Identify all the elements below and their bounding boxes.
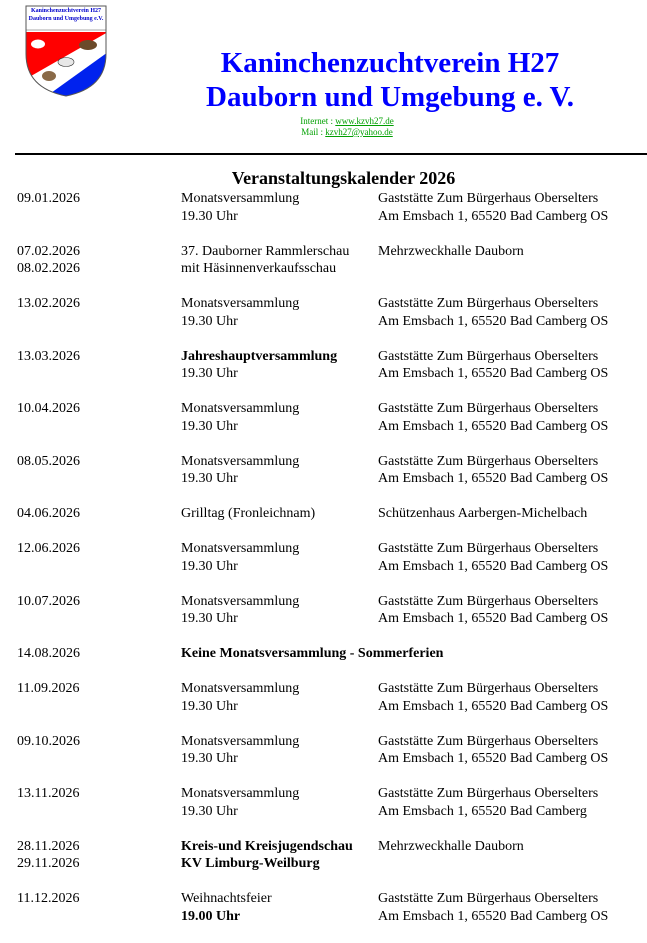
event-row xyxy=(17,593,647,628)
event-title xyxy=(181,400,378,435)
event-location-line: Schützenhaus Aarbergen-Michelbach xyxy=(378,506,588,521)
event-location-line: Gaststätte Zum Bürgerhaus Oberselters xyxy=(378,891,599,906)
mail-label: Mail : xyxy=(301,127,326,137)
event-location-line: Mehrzweckhalle Dauborn xyxy=(378,243,524,259)
event-location xyxy=(378,890,647,925)
event-title xyxy=(181,540,378,575)
event-date-line: 13.03.2026 xyxy=(17,348,80,364)
event-title xyxy=(181,453,378,488)
event-date-line: 10.04.2026 xyxy=(17,401,80,416)
event-date-line: 09.01.2026 xyxy=(17,191,80,206)
event-row xyxy=(17,680,647,715)
event-location-line: Am Emsbach 1, 65520 Bad Camberg OS xyxy=(378,751,609,766)
event-title xyxy=(181,733,378,768)
event-title-line: KV Limburg-Weilburg xyxy=(181,856,320,871)
events-list xyxy=(17,190,647,943)
event-title xyxy=(181,785,378,820)
header-divider xyxy=(15,153,647,155)
event-date-line: 14.08.2026 xyxy=(17,646,80,661)
event-title-line: 19.30 Uhr xyxy=(181,208,238,224)
event-title-line: 19.30 Uhr xyxy=(181,558,238,574)
event-date xyxy=(17,733,181,768)
event-title-line: 19.30 Uhr xyxy=(181,418,238,434)
event-date-line: 11.09.2026 xyxy=(17,681,80,696)
event-title xyxy=(181,243,378,278)
hare-icon xyxy=(42,71,56,81)
event-title-line: 19.30 Uhr xyxy=(181,611,238,626)
event-date-line: 04.06.2026 xyxy=(17,506,80,521)
event-title-line: 19.30 Uhr xyxy=(181,803,238,819)
event-date xyxy=(17,890,181,925)
event-date-line: 10.07.2026 xyxy=(17,593,80,609)
event-location xyxy=(378,295,647,330)
club-logo xyxy=(24,4,108,98)
event-location-line: Am Emsbach 1, 65520 Bad Camberg OS xyxy=(378,908,609,924)
event-row xyxy=(17,453,647,488)
event-title-line: Monatsversammlung xyxy=(181,401,300,416)
event-location-line: Gaststätte Zum Bürgerhaus Oberselters xyxy=(378,593,599,609)
contact-info xyxy=(272,116,422,138)
event-location-line: Am Emsbach 1, 65520 Bad Camberg OS xyxy=(378,418,609,434)
event-location-line: Am Emsbach 1, 65520 Bad Camberg xyxy=(378,803,587,819)
event-location-line: Mehrzweckhalle Dauborn xyxy=(378,838,524,854)
event-title xyxy=(181,505,378,523)
event-title-line: Monatsversammlung xyxy=(181,786,300,801)
event-date-line: 08.05.2026 xyxy=(17,453,80,469)
event-row xyxy=(17,348,647,383)
event-date-line: 13.11.2026 xyxy=(17,786,80,801)
event-title-line: 37. Dauborner Rammlerschau xyxy=(181,243,350,259)
event-date xyxy=(17,348,181,383)
event-row xyxy=(17,400,647,435)
event-title-line: 19.30 Uhr xyxy=(181,751,238,766)
event-location-line: Gaststätte Zum Bürgerhaus Oberselters xyxy=(378,401,599,416)
event-location xyxy=(378,243,647,278)
event-date xyxy=(17,505,181,523)
event-title-line: Monatsversammlung xyxy=(181,681,300,696)
event-location-line: Gaststätte Zum Bürgerhaus Oberselters xyxy=(378,453,599,469)
event-location xyxy=(378,190,647,225)
event-title-line: 19.30 Uhr xyxy=(181,698,238,714)
event-title-line: Monatsversammlung xyxy=(181,453,300,469)
event-location-line: Gaststätte Zum Bürgerhaus Oberselters xyxy=(378,296,599,311)
internet-label: Internet : xyxy=(300,116,336,126)
event-location xyxy=(378,453,647,488)
website-link[interactable]: www.kzvh27.de xyxy=(335,116,394,126)
event-location xyxy=(378,838,647,873)
event-row xyxy=(17,243,647,278)
event-location-line: Gaststätte Zum Bürgerhaus Oberselters xyxy=(378,681,599,696)
event-row xyxy=(17,838,647,873)
event-title xyxy=(181,190,378,225)
event-date-line: 12.06.2026 xyxy=(17,541,80,556)
event-row xyxy=(17,295,647,330)
event-date-line: 08.02.2026 xyxy=(17,261,80,276)
event-location xyxy=(378,540,647,575)
event-location-line: Am Emsbach 1, 65520 Bad Camberg OS xyxy=(378,471,609,486)
event-title xyxy=(181,593,378,628)
event-title-line: Monatsversammlung xyxy=(181,191,300,206)
event-location xyxy=(378,400,647,435)
internet-line xyxy=(272,116,422,127)
event-date xyxy=(17,295,181,330)
title-line1: Kaninchenzuchtverein H27 xyxy=(220,47,560,79)
calendar-title: Veranstaltungskalender 2026 xyxy=(231,168,456,188)
event-date-line: 28.11.2026 xyxy=(17,838,80,854)
page-title xyxy=(180,46,600,114)
event-title-line: Grilltag (Fronleichnam) xyxy=(181,506,316,521)
event-title-line: Jahreshauptversammlung xyxy=(181,348,338,364)
event-date-line: 13.02.2026 xyxy=(17,296,80,311)
event-row xyxy=(17,890,647,925)
event-location-line xyxy=(378,855,647,873)
event-title-line: mit Häsinnenverkaufsschau xyxy=(181,261,337,276)
event-date xyxy=(17,838,181,873)
event-location-line xyxy=(378,260,647,278)
event-date-line: 11.12.2026 xyxy=(17,891,80,906)
event-title-line: Monatsversammlung xyxy=(181,733,300,749)
event-date xyxy=(17,785,181,820)
spotted-rabbit-icon xyxy=(58,58,74,67)
event-date-line: 09.10.2026 xyxy=(17,733,80,749)
event-row xyxy=(17,733,647,768)
event-location-line: Gaststätte Zum Bürgerhaus Oberselters xyxy=(378,541,599,556)
event-location-line: Am Emsbach 1, 65520 Bad Camberg OS xyxy=(378,611,609,626)
event-title xyxy=(181,680,378,715)
event-date xyxy=(17,190,181,225)
event-title xyxy=(181,295,378,330)
event-title-line: Monatsversammlung xyxy=(181,296,300,311)
event-location-line: Am Emsbach 1, 65520 Bad Camberg OS xyxy=(378,366,609,381)
event-title-line: 19.30 Uhr xyxy=(181,471,238,486)
event-row xyxy=(17,645,647,663)
event-location-line: Gaststätte Zum Bürgerhaus Oberselters xyxy=(378,786,599,801)
event-title-line: 19.00 Uhr xyxy=(181,908,241,924)
event-date xyxy=(17,680,181,715)
logo-text-line2: Dauborn und Umgebung e.V. xyxy=(28,16,104,22)
event-location xyxy=(378,505,647,523)
event-row xyxy=(17,505,647,523)
title-line2: Dauborn und Umgebung e. V. xyxy=(206,81,574,113)
logo-text-line1: Kaninchenzuchtverein H27 xyxy=(30,8,102,14)
event-title-line: 19.30 Uhr xyxy=(181,313,238,329)
event-title-line: Monatsversammlung xyxy=(181,541,300,556)
event-date xyxy=(17,453,181,488)
event-date xyxy=(17,593,181,628)
event-date-line: 07.02.2026 xyxy=(17,243,80,259)
mail-line xyxy=(272,127,422,138)
event-title-line: Weihnachtsfeier xyxy=(181,891,272,906)
white-rabbit-icon xyxy=(31,40,45,49)
event-title-line: Keine Monatsversammlung - Sommerferien xyxy=(181,646,444,661)
event-location-line: Am Emsbach 1, 65520 Bad Camberg OS xyxy=(378,313,609,329)
event-title xyxy=(181,348,378,383)
event-title-line: Kreis-und Kreisjugendschau xyxy=(181,838,353,854)
event-date-line: 29.11.2026 xyxy=(17,856,80,871)
event-date xyxy=(17,243,181,278)
event-row xyxy=(17,540,647,575)
event-location-line: Gaststätte Zum Bürgerhaus Oberselters xyxy=(378,191,599,206)
event-location-line: Am Emsbach 1, 65520 Bad Camberg OS xyxy=(378,698,609,714)
email-link[interactable]: kzvh27@yahoo.de xyxy=(325,127,393,137)
event-location-line: Am Emsbach 1, 65520 Bad Camberg OS xyxy=(378,558,609,574)
event-row xyxy=(17,190,647,225)
event-title-line: Monatsversammlung xyxy=(181,593,300,609)
event-location xyxy=(378,680,647,715)
brown-rabbit-icon xyxy=(79,40,97,50)
event-location xyxy=(378,733,647,768)
event-title xyxy=(181,838,378,873)
event-title-line: 19.30 Uhr xyxy=(181,366,238,381)
event-row xyxy=(17,785,647,820)
event-title xyxy=(181,645,443,663)
event-location-line: Am Emsbach 1, 65520 Bad Camberg OS xyxy=(378,208,609,224)
event-location xyxy=(378,348,647,383)
event-date xyxy=(17,400,181,435)
event-location-line: Gaststätte Zum Bürgerhaus Oberselters xyxy=(378,733,599,749)
event-location xyxy=(378,593,647,628)
event-location xyxy=(378,785,647,820)
event-title xyxy=(181,890,378,925)
event-date xyxy=(17,540,181,575)
event-location-line: Gaststätte Zum Bürgerhaus Oberselters xyxy=(378,348,599,364)
event-date xyxy=(17,645,181,663)
